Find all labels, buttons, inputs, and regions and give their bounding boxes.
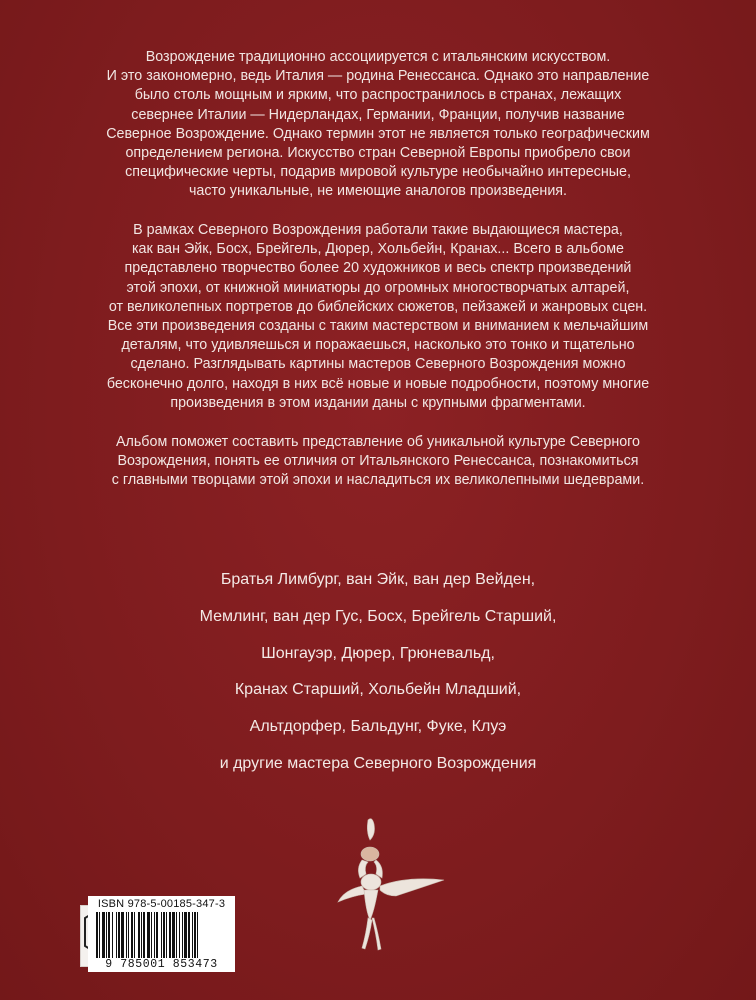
artists-line: Братья Лимбург, ван Эйк, ван дер Вейден,: [220, 571, 536, 588]
artists-list: [120, 570, 636, 791]
paragraph-line: деталям, что удивляешься и поражаешься, насколько это тонко и тщательно: [121, 337, 635, 354]
barcode-bar: [166, 912, 167, 958]
paragraph-line: И это закономерно, ведь Италия — родина Ренессанса. Однако это направление: [106, 68, 650, 85]
barcode-bars: [94, 912, 229, 958]
artists-line: Шонгауэр, Дюрер, Грюневальд,: [261, 644, 495, 662]
barcode-bar: [184, 912, 187, 958]
description-paragraph-2: [62, 221, 694, 413]
paragraph-line: часто уникальные, не имеющие аналогов произведения.: [188, 183, 568, 200]
paragraph-line: Все эти произведения созданы с таким мастерством и вниманием к мельчайшим: [107, 318, 649, 335]
barcode-bar: [99, 912, 100, 958]
barcode-bar: [163, 912, 165, 958]
paragraph-line: В рамках Северного Возрождения работали такие выдающиеся мастера,: [133, 222, 623, 238]
paragraph-line: Альбом поможет составить представление об уникальной культуре Северного: [115, 434, 641, 450]
barcode-bar: [169, 912, 171, 958]
barcode: [88, 896, 235, 972]
barcode-bar: [151, 912, 152, 958]
paragraph-line: севернее Италии — Нидерландах, Германии, Франции, получив название: [131, 106, 625, 123]
barcode-bar: [131, 912, 133, 958]
paragraph-line: произведения в этом издании даны с крупными фрагментами.: [170, 394, 586, 411]
barcode-bar: [141, 912, 142, 958]
barcode-bar: [147, 912, 150, 958]
barcode-bar: [126, 912, 127, 958]
paragraph-line: бесконечно долго, находя в них всё новые и новые подробности, поэтому многие: [106, 375, 650, 392]
barcode-bar: [179, 912, 180, 958]
paragraph-line: Северное Возрождение. Однако термин этот не является только географическим: [106, 125, 650, 142]
barcode-bar: [121, 912, 124, 958]
paragraph-line: Возрождение традиционно ассоциируется с итальянским искусством.: [145, 49, 611, 65]
barcode-bar: [108, 912, 110, 958]
barcode-bar: [192, 912, 193, 958]
paragraph-line: определением региона. Искусство стран Северной Европы приобрело свои: [125, 145, 631, 162]
description-paragraph-3: [62, 433, 694, 491]
barcode-bar: [112, 912, 113, 958]
isbn-text: ISBN 978-5-00185-347-3: [97, 898, 226, 910]
barcode-bar: [138, 912, 140, 958]
paragraph-line: от великолепных портретов до библейских сюжетов, пейзажей и жанровых сцен.: [108, 298, 648, 315]
barcode-bar: [197, 912, 198, 958]
barcode-bar: [194, 912, 196, 958]
paragraph-line: с главными творцами этой эпохи и насладиться их великолепными шедеврами.: [111, 472, 645, 489]
paragraph-line: как ван Эйк, Босх, Брейгель, Дюрер, Хольбейн, Кранах... Всего в альбоме: [131, 241, 625, 258]
artists-line: Мемлинг, ван дер Гус, Босх, Брейгель Старший,: [199, 607, 557, 625]
paragraph-line: сделано. Разглядывать картины мастеров Северного Возрождения можно: [130, 356, 626, 373]
description-paragraph-1: [62, 48, 694, 202]
paragraph-line: этой эпохи, от книжной миниатюры до огромных многостворчатых алтарей,: [126, 279, 630, 296]
barcode-bar: [172, 912, 175, 958]
barcode-bar: [96, 912, 98, 958]
paragraph-line: представлено творчество более 20 художников и весь спектр произведений: [124, 260, 632, 277]
barcode-bar: [154, 912, 155, 958]
artists-line: и другие мастера Северного Возрождения: [219, 754, 537, 772]
paragraph-line: специфические черты, подарив мировой культуре необычайно интересные,: [125, 164, 631, 181]
barcode-bar: [118, 912, 120, 958]
barcode-bar: [161, 912, 162, 958]
barcode-number: 9 785001 853473: [105, 958, 218, 971]
barcode-bar: [134, 912, 135, 958]
angel-illustration: [336, 816, 452, 964]
artists-line: Альтдорфер, Бальдунг, Фуке, Клуэ: [249, 718, 507, 736]
barcode-bar: [102, 912, 105, 958]
barcode-bar: [143, 912, 145, 958]
barcode-bar: [188, 912, 190, 958]
barcode-bar: [116, 912, 117, 958]
barcode-bar: [106, 912, 107, 958]
barcode-bar: [182, 912, 183, 958]
paragraph-line: было столь мощным и ярким, что распространилось в странах, лежащих: [134, 87, 622, 104]
barcode-bar: [128, 912, 129, 958]
paragraph-line: Возрождения, понять ее отличия от Итальянского Ренессанса, познакомиться: [117, 453, 639, 470]
artists-line: Кранах Старший, Хольбейн Младший,: [234, 681, 522, 699]
barcode-bar: [156, 912, 158, 958]
barcode-bar: [176, 912, 177, 958]
